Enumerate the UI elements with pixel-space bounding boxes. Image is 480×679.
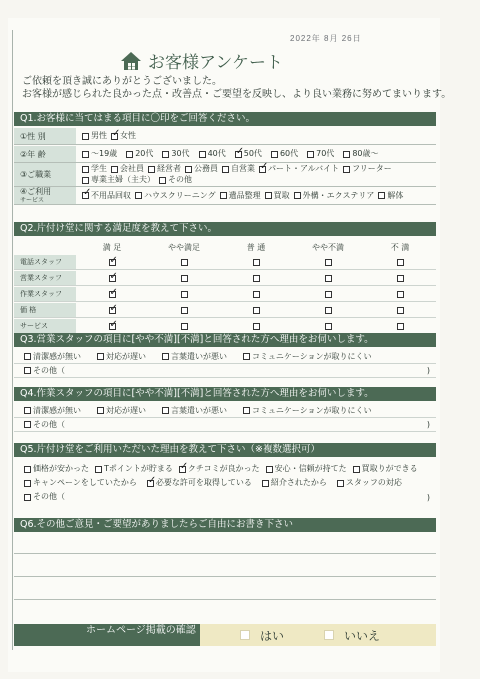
q1-option[interactable] <box>148 164 181 174</box>
option-label: 安心・信頼が持てた <box>274 464 347 473</box>
q4-option[interactable] <box>243 406 372 416</box>
q2-row <box>14 319 436 334</box>
q1-options <box>76 163 436 186</box>
q2-column-header: やや不満 <box>312 243 344 252</box>
q1-options <box>76 146 436 162</box>
checkbox[interactable] <box>181 259 188 266</box>
option-label: コミュニケーションが取りにくい <box>252 351 372 361</box>
checkbox[interactable] <box>24 353 31 360</box>
q3-heading: Q3.営業スタッフの項目に[やや不満][不満]と回答された方へ理由をお伺いします。 <box>14 333 436 347</box>
q1-row <box>14 163 436 187</box>
q2-row-label: サービス <box>14 319 76 333</box>
q1-row <box>14 128 436 145</box>
option-label: その他（ <box>33 419 65 429</box>
option-label: ～19歳 <box>91 149 118 158</box>
option-label: 価格が安かった <box>33 464 89 473</box>
row-label-text: ②年 齢 <box>20 149 46 159</box>
checkbox[interactable] <box>253 259 260 266</box>
q3-option[interactable] <box>243 352 372 362</box>
checkbox[interactable] <box>82 177 89 184</box>
q5-options <box>14 462 436 504</box>
consent-yes[interactable] <box>240 627 284 644</box>
q4-heading: Q4.作業スタッフの項目に[やや不満][不満]と回答された方へ理由をお伺いします。 <box>14 387 436 401</box>
q5-heading: Q5.片付け堂をご利用いただいた理由を教えて下さい（※複数選択可） <box>14 443 436 457</box>
q2-cell <box>292 323 364 330</box>
q2-cell <box>364 323 436 330</box>
checkbox[interactable] <box>266 466 273 473</box>
website-consent <box>14 624 436 646</box>
checkbox[interactable] <box>243 353 250 360</box>
checkbox[interactable] <box>343 151 350 158</box>
q2-cell <box>220 307 292 314</box>
checkbox[interactable] <box>24 421 31 428</box>
q1-option[interactable] <box>271 149 298 159</box>
q3-option[interactable] <box>162 352 227 362</box>
row-label-subtext: サービス <box>20 196 45 204</box>
q2-cell <box>148 291 220 298</box>
option-label: 対応が遅い <box>106 351 146 361</box>
q3-options <box>14 350 436 378</box>
q1-option[interactable] <box>307 149 334 159</box>
checkbox[interactable] <box>253 323 260 330</box>
checkbox-checked[interactable] <box>111 133 118 140</box>
left-rule <box>12 30 13 650</box>
option-label: クチコミが良かった <box>187 464 260 473</box>
q1-option[interactable] <box>199 149 226 159</box>
q2-cell <box>148 323 220 330</box>
option-label: 80歳～ <box>352 149 379 158</box>
q2-row <box>14 287 436 302</box>
option-label: 会社員 <box>120 164 144 173</box>
checkbox[interactable] <box>353 466 360 473</box>
checkbox[interactable] <box>240 630 250 640</box>
q1-option[interactable] <box>82 131 107 141</box>
q4-options <box>14 404 436 432</box>
q5-option[interactable] <box>24 478 137 488</box>
q2-row-label: 営業スタッフ <box>14 271 76 285</box>
checkbox[interactable] <box>325 259 332 266</box>
checkbox[interactable] <box>24 466 31 473</box>
q1-option[interactable] <box>82 191 131 201</box>
q4-other[interactable] <box>24 420 65 430</box>
consent-label-text: ホームページ掲載の確認 <box>86 625 196 636</box>
checkbox[interactable] <box>397 323 404 330</box>
checkbox[interactable] <box>24 367 31 374</box>
checkbox-checked[interactable] <box>109 323 116 330</box>
option-label: その他（ <box>33 492 65 501</box>
checkbox[interactable] <box>185 166 192 173</box>
option-label: 言葉遣いが悪い <box>171 351 227 361</box>
checkbox[interactable] <box>181 307 188 314</box>
q1-row <box>14 187 436 205</box>
checkbox[interactable] <box>378 192 385 199</box>
q4-option[interactable] <box>24 406 81 416</box>
checkbox-checked[interactable] <box>147 480 154 487</box>
consent-no[interactable] <box>324 627 380 644</box>
checkbox[interactable] <box>325 307 332 314</box>
q1-option[interactable] <box>82 164 107 174</box>
option-label: ハウスクリーニング <box>144 190 216 200</box>
checkbox[interactable] <box>95 466 102 473</box>
option-label: 50代 <box>243 149 262 158</box>
checkbox[interactable] <box>397 291 404 298</box>
option-label: 不用品回収 <box>91 190 131 200</box>
checkbox-checked[interactable] <box>235 151 242 158</box>
checkbox[interactable] <box>24 407 31 414</box>
q3-other[interactable] <box>24 366 65 376</box>
comment-line[interactable] <box>14 553 436 554</box>
q2-cell <box>76 323 148 330</box>
q2-cell <box>148 307 220 314</box>
q2-cell <box>364 275 436 282</box>
yes-label: はい <box>260 628 285 643</box>
option-label: 男性 <box>91 131 107 140</box>
checkbox[interactable] <box>82 151 89 158</box>
option-label: 20代 <box>135 149 154 158</box>
no-label: いいえ <box>344 628 381 643</box>
consent-label <box>14 624 200 646</box>
checkbox[interactable] <box>222 166 229 173</box>
checkbox[interactable] <box>253 307 260 314</box>
q2-cell <box>76 259 148 266</box>
checkbox[interactable] <box>337 480 344 487</box>
checkbox[interactable] <box>82 166 89 173</box>
q2-cell <box>292 259 364 266</box>
row-label-text: ①性 別 <box>20 131 46 141</box>
q5-option[interactable] <box>353 464 418 474</box>
q5-other[interactable] <box>24 492 65 502</box>
checkbox-checked[interactable] <box>109 307 116 314</box>
q5-option[interactable] <box>147 478 252 488</box>
checkbox-checked[interactable] <box>109 275 116 282</box>
q1-row-label <box>14 163 76 186</box>
close-paren: ) <box>426 420 430 429</box>
q1-option[interactable] <box>111 164 144 174</box>
checkbox[interactable] <box>325 275 332 282</box>
intro-line: お客様が感じられた良かった点・改善点・ご要望を反映し、より良い業務に努めてまいります。 <box>22 89 452 100</box>
q2-heading: Q2.片付け堂に関する満足度を教えて下さい。 <box>14 222 436 236</box>
q1-option[interactable] <box>111 131 136 141</box>
checkbox[interactable] <box>253 291 260 298</box>
option-label: その他 <box>168 175 192 184</box>
q1-option[interactable] <box>126 149 153 159</box>
q3-option[interactable] <box>24 352 81 362</box>
checkbox[interactable] <box>199 151 206 158</box>
checkbox[interactable] <box>162 353 169 360</box>
checkbox[interactable] <box>162 151 169 158</box>
q2-cell <box>220 323 292 330</box>
checkbox[interactable] <box>24 480 31 487</box>
survey-date: 2022年 8月 26日 <box>290 34 362 43</box>
q2-column-headers <box>14 240 436 255</box>
option-label: 70代 <box>316 149 335 158</box>
checkbox-checked[interactable] <box>259 166 266 173</box>
option-label: 40代 <box>207 149 226 158</box>
q2-cell <box>364 259 436 266</box>
option-label: 必要な許可を取得している <box>155 478 252 487</box>
option-label: 外構・エクステリア <box>302 190 375 200</box>
option-label: 自営業 <box>231 164 255 173</box>
intro-text <box>22 75 451 101</box>
q2-column-header: 満 足 <box>102 243 122 252</box>
q1-option[interactable] <box>343 149 378 159</box>
checkbox[interactable] <box>294 192 301 199</box>
q2-row <box>14 255 436 270</box>
house-logo-icon <box>120 51 142 71</box>
q2-cell <box>148 275 220 282</box>
close-paren: ) <box>426 492 430 502</box>
q1-options <box>76 187 436 204</box>
q1-option[interactable] <box>82 149 117 159</box>
checkbox[interactable] <box>253 275 260 282</box>
option-label: 買取 <box>273 190 290 200</box>
row-label-text: ③ご職業 <box>20 170 52 179</box>
checkbox[interactable] <box>148 166 155 173</box>
comment-line[interactable] <box>14 599 436 600</box>
checkbox[interactable] <box>220 192 227 199</box>
checkbox-checked[interactable] <box>109 259 116 266</box>
q1-row-label <box>14 128 76 144</box>
q2-cell <box>76 307 148 314</box>
q1-option[interactable] <box>222 164 255 174</box>
option-label: 公務員 <box>194 164 218 173</box>
q4-option[interactable] <box>97 406 146 416</box>
q2-row <box>14 271 436 286</box>
q1-option[interactable] <box>220 191 261 201</box>
q1-row-label <box>14 146 76 162</box>
q1-row <box>14 146 436 163</box>
checkbox[interactable] <box>97 407 104 414</box>
q1-option[interactable] <box>82 175 155 185</box>
q1-option[interactable] <box>235 149 262 159</box>
q2-cell <box>220 259 292 266</box>
q1-option[interactable] <box>185 164 218 174</box>
q1-option[interactable] <box>259 164 339 174</box>
q1-option[interactable] <box>135 191 216 201</box>
checkbox[interactable] <box>262 480 269 487</box>
page-title: お客様アンケート <box>148 53 283 73</box>
checkbox[interactable] <box>97 353 104 360</box>
option-label: 対応が遅い <box>106 405 146 415</box>
row-label-text: ④ご利用 <box>20 186 52 196</box>
option-label: スタッフの対応 <box>345 478 402 487</box>
q1-option[interactable] <box>162 149 189 159</box>
consent-answers <box>200 624 436 646</box>
q2-cell <box>148 259 220 266</box>
q1-option[interactable] <box>378 191 403 201</box>
q2-cell <box>76 275 148 282</box>
q2-row-label: 作業スタッフ <box>14 287 76 301</box>
q2-cell <box>292 307 364 314</box>
q2-cell <box>364 307 436 314</box>
intro-line: ご依頼を頂き誠にありがとうございました。 <box>22 76 222 87</box>
option-label: 買取りができる <box>361 464 418 473</box>
checkbox[interactable] <box>397 307 404 314</box>
q2-cell <box>292 275 364 282</box>
q1-heading: Q1.お客様に当てはまる項目に〇印をご回答ください。 <box>14 112 436 126</box>
checkbox[interactable] <box>82 133 89 140</box>
option-label: その他（ <box>33 365 65 375</box>
checkbox[interactable] <box>324 630 334 640</box>
q1-option[interactable] <box>294 191 375 201</box>
option-label: 専業主婦（主夫） <box>91 175 155 184</box>
checkbox[interactable] <box>162 407 169 414</box>
checkbox[interactable] <box>181 291 188 298</box>
option-label: パート・アルバイト <box>268 164 340 173</box>
checkbox[interactable] <box>265 192 272 199</box>
checkbox[interactable] <box>397 275 404 282</box>
q2-row-label: 価 格 <box>14 303 76 317</box>
q2-cell <box>220 275 292 282</box>
checkbox-checked[interactable] <box>109 291 116 298</box>
close-paren: ) <box>426 366 430 375</box>
q5-option[interactable] <box>262 478 327 488</box>
checkbox[interactable] <box>397 259 404 266</box>
checkbox[interactable] <box>135 192 142 199</box>
q3-option[interactable] <box>97 352 146 362</box>
q6-heading: Q6.その他ご意見・ご要望がありましたらご自由にお書き下さい <box>14 518 436 532</box>
q2-column-header: やや満足 <box>168 243 200 252</box>
option-label: 清潔感が無い <box>33 351 81 361</box>
option-label: 60代 <box>279 149 299 158</box>
option-label: 学生 <box>91 164 107 173</box>
checkbox[interactable] <box>271 151 278 158</box>
option-label: 清潔感が無い <box>33 405 81 415</box>
checkbox[interactable] <box>343 166 350 173</box>
q2-cell <box>364 291 436 298</box>
checkbox[interactable] <box>307 151 314 158</box>
checkbox[interactable] <box>159 177 166 184</box>
q2-cell <box>220 291 292 298</box>
comment-line[interactable] <box>14 576 436 577</box>
checkbox[interactable] <box>181 323 188 330</box>
q5-option[interactable] <box>179 464 260 474</box>
checkbox[interactable] <box>126 151 133 158</box>
q1-options <box>76 128 436 144</box>
option-label: 遺品整理 <box>228 190 261 200</box>
option-label: Tポイントが貯まる <box>104 464 173 473</box>
q5-option[interactable] <box>337 478 402 488</box>
q2-row-label: 電話スタッフ <box>14 255 76 269</box>
q2-column-header: 普 通 <box>246 243 266 252</box>
option-label: 経営者 <box>157 164 181 173</box>
q4-option[interactable] <box>162 406 227 416</box>
q5-option[interactable] <box>24 464 89 474</box>
title-row <box>120 48 283 73</box>
option-label: 紹介されたから <box>270 478 327 487</box>
q2-cell <box>292 291 364 298</box>
checkbox[interactable] <box>325 323 332 330</box>
checkbox[interactable] <box>111 166 118 173</box>
option-label: 30代 <box>171 149 190 158</box>
q2-cell <box>76 291 148 298</box>
q1-option[interactable] <box>159 175 192 185</box>
q2-column-header: 不 満 <box>390 243 410 252</box>
checkbox[interactable] <box>24 494 31 501</box>
checkbox[interactable] <box>181 275 188 282</box>
option-label: 言葉遣いが悪い <box>171 405 227 415</box>
checkbox[interactable] <box>325 291 332 298</box>
q5-option[interactable] <box>95 464 173 474</box>
q1-row-label <box>14 187 76 204</box>
option-label: キャンペーンをしていたから <box>33 478 137 487</box>
q2-row <box>14 303 436 318</box>
option-label: 解体 <box>387 190 404 200</box>
option-label: フリーター <box>352 164 392 173</box>
q1-option[interactable] <box>265 191 290 201</box>
q5-option[interactable] <box>266 464 347 474</box>
checkbox-checked[interactable] <box>82 192 89 199</box>
checkbox-checked[interactable] <box>179 466 186 473</box>
option-label: 女性 <box>120 131 136 140</box>
checkbox[interactable] <box>243 407 250 414</box>
q1-option[interactable] <box>343 164 392 174</box>
option-label: コミュニケーションが取りにくい <box>252 405 372 415</box>
